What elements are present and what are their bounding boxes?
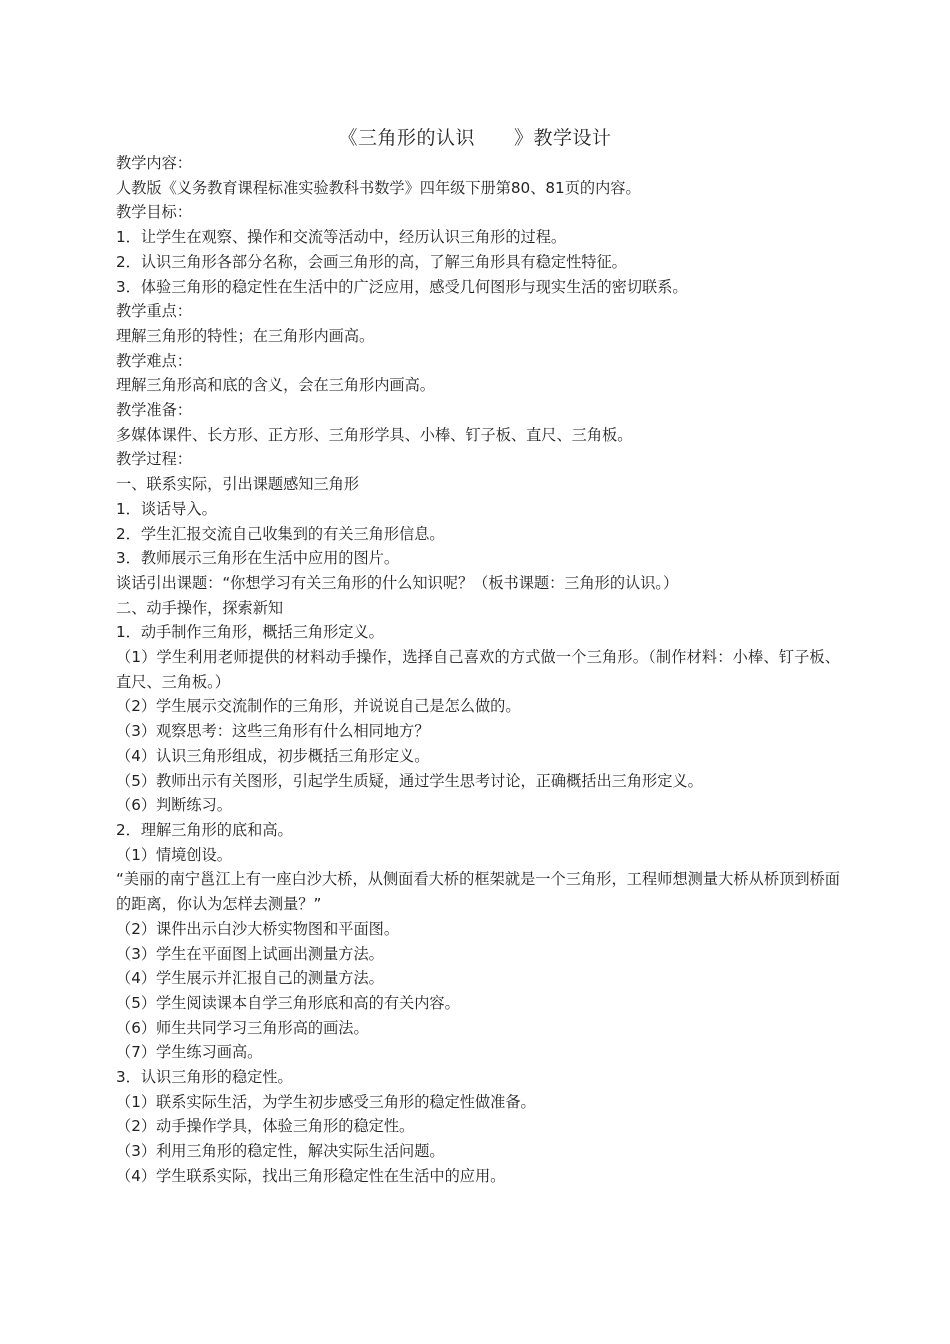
text-line: （3）学生在平面图上试画出测量方法。 bbox=[116, 944, 384, 963]
text-line: 1．动手制作三角形，概括三角形定义。 bbox=[116, 623, 384, 642]
text-line: “美丽的南宁邕江上有一座白沙大桥，从侧面看大桥的框架就是一个三角形，工程师想测量大桥从桥顶到桥面的距离，你认为怎样去测量？” bbox=[116, 870, 840, 914]
text-line: 教学内容： bbox=[116, 154, 192, 172]
text-line: 一、联系实际，引出课题感知三角形 bbox=[116, 475, 359, 494]
text-line: 2．学生汇报交流自己收集到的有关三角形信息。 bbox=[116, 524, 445, 543]
text-line: 理解三角形的特性；在三角形内画高。 bbox=[116, 326, 375, 345]
text-line: （7）学生练习画高。 bbox=[116, 1043, 263, 1062]
text-line: 教学重点： bbox=[116, 302, 192, 321]
text-line: 谈话引出课题：“你想学习有关三角形的什么知识呢？（板书课题：三角形的认识。） bbox=[116, 573, 679, 592]
text-line: （6）师生共同学习三角形高的画法。 bbox=[116, 1018, 369, 1037]
text-line: 1．让学生在观察、操作和交流等活动中，经历认识三角形的过程。 bbox=[116, 228, 567, 247]
text-line: 3．体验三角形的稳定性在生活中的广泛应用，感受几何图形与现实生活的密切联系。 bbox=[116, 277, 688, 296]
text-line: （2）学生展示交流制作的三角形，并说说自己是怎么做的。 bbox=[116, 697, 521, 716]
text-line: （6）判断练习。 bbox=[116, 796, 232, 815]
text-line: 教学目标： bbox=[116, 203, 192, 222]
text-line: 人教版《义务教育课程标准实验教科书数学》四年级下册第80、81页的内容。 bbox=[116, 178, 641, 197]
text-line: （5）教师出示有关图形，引起学生质疑，通过学生思考讨论，正确概括出三角形定义。 bbox=[116, 771, 703, 790]
text-line: （1）联系实际生活，为学生初步感受三角形的稳定性做准备。 bbox=[116, 1092, 536, 1111]
document-body bbox=[116, 151, 840, 1189]
text-line: （1）学生利用老师提供的材料动手操作，选择自己喜欢的方式做一个三角形。（制作材料：小棒、钉子板、直尺、三角板。） bbox=[116, 648, 840, 691]
text-line: 教学过程： bbox=[116, 450, 192, 469]
text-line: 2．认识三角形各部分名称，会画三角形的高，了解三角形具有稳定性特征。 bbox=[116, 252, 627, 271]
text-line: 3．认识三角形的稳定性。 bbox=[116, 1068, 293, 1087]
text-line: （1）情境创设。 bbox=[116, 845, 232, 864]
text-line: （2）动手操作学具，体验三角形的稳定性。 bbox=[116, 1117, 415, 1136]
text-line: 2．理解三角形的底和高。 bbox=[116, 820, 293, 839]
text-line: 多媒体课件、长方形、正方形、三角形学具、小棒、钉子板、直尺、三角板。 bbox=[116, 425, 633, 444]
text-line: 二、动手操作，探索新知 bbox=[116, 598, 284, 617]
text-line: 教学准备： bbox=[116, 401, 192, 420]
text-line: （3）观察思考：这些三角形有什么相同地方？ bbox=[116, 722, 430, 741]
text-line: 教学难点： bbox=[116, 351, 192, 370]
text-line: （3）利用三角形的稳定性，解决实际生活问题。 bbox=[116, 1142, 445, 1161]
text-line: 理解三角形高和底的含义，会在三角形内画高。 bbox=[116, 376, 435, 395]
document-title: 《三角形的认识 》教学设计 bbox=[338, 127, 612, 149]
text-line: 3．教师展示三角形在生活中应用的图片。 bbox=[116, 549, 400, 568]
text-line: （4）学生展示并汇报自己的测量方法。 bbox=[116, 969, 384, 988]
text-line: 1．谈话导入。 bbox=[116, 499, 217, 518]
text-line: （4）学生联系实际，找出三角形稳定性在生活中的应用。 bbox=[116, 1166, 506, 1185]
text-line: （2）课件出示白沙大桥实物图和平面图。 bbox=[116, 919, 400, 938]
text-line: （4）认识三角形组成，初步概括三角形定义。 bbox=[116, 746, 430, 765]
text-line: （5）学生阅读课本自学三角形底和高的有关内容。 bbox=[116, 993, 460, 1012]
